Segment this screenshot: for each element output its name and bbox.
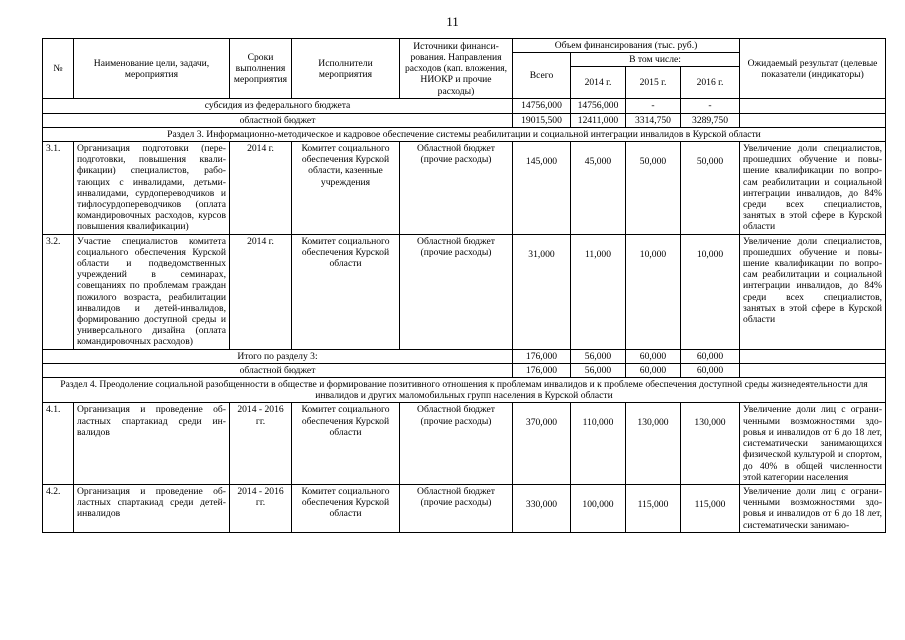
summary-2015: 3314,750 xyxy=(626,113,681,127)
row-2014: 45,000 xyxy=(571,142,626,235)
summary-empty xyxy=(740,99,886,113)
row-result: Увеличение доли специалистов, прошедших обучение и повышение квалификации по вопросам реабилитации и социальной интеграции инвалидов, до 84% среди всех специалистов, занятых в этой сфере в Курской области xyxy=(740,234,886,349)
row-2014: 110,000 xyxy=(571,403,626,484)
section-total-empty xyxy=(740,349,886,363)
row-total: 330,000 xyxy=(513,484,571,532)
section-total-2015: 60,000 xyxy=(626,349,681,363)
row-name: Организация и проведение областных спартакиад среди детей-инвалидов xyxy=(74,484,230,532)
row-2014: 11,000 xyxy=(571,234,626,349)
row-no: 4.2. xyxy=(43,484,74,532)
table-row xyxy=(43,403,886,484)
row-2016: 50,000 xyxy=(681,142,740,235)
header-volume: Объем финансирования (тыс. руб.) xyxy=(513,39,740,53)
summary-federal-row xyxy=(43,99,886,113)
section-3-oblast-row xyxy=(43,363,886,377)
row-terms: 2014 - 2016 гг. xyxy=(230,403,292,484)
row-2014: 100,000 xyxy=(571,484,626,532)
row-2016: 10,000 xyxy=(681,234,740,349)
header-executors: Исполнители мероприятия xyxy=(292,39,400,99)
row-terms: 2014 - 2016 гг. xyxy=(230,484,292,532)
summary-label: областной бюджет xyxy=(43,113,513,127)
summary-2016: - xyxy=(681,99,740,113)
header-sources: Источники финансирования. Направления расходов (кап. вложения, НИОКР и прочие расходы) xyxy=(400,39,513,99)
row-terms: 2014 г. xyxy=(230,234,292,349)
header-name: Наименование цели, задачи, мероприятия xyxy=(74,39,230,99)
section-3-total-row xyxy=(43,349,886,363)
row-executors: Комитет социального обеспечения Курской области xyxy=(292,484,400,532)
table-row xyxy=(43,234,886,349)
section-4-title-row xyxy=(43,378,886,403)
row-total: 145,000 xyxy=(513,142,571,235)
row-name: Организация подготовки (переподготовки, повышения квалификации) специалистов, работающих с инвалидами, детьми-инвалидами, сурдопереводчиков и тифлосурдопереводчиков (оплата командировочных расходов, курсов повышения квалификации) xyxy=(74,142,230,235)
row-name: Участие специалистов комитета социального обеспечения Курской области и подведомственных учреждений в семинарах, совещаниях по проблемам граждан пожилого возраста, реабилитации инвалидов и детей-инвалидов, формированию доступной среды и универсального дизайна (оплата командировочных расходов) xyxy=(74,234,230,349)
section-oblast-label: областной бюджет xyxy=(43,363,513,377)
header-terms: Сроки выполнения мероприятия xyxy=(230,39,292,99)
section-total-label: Итого по разделу 3: xyxy=(43,349,513,363)
summary-2016: 3289,750 xyxy=(681,113,740,127)
row-no: 3.2. xyxy=(43,234,74,349)
header-row-1 xyxy=(43,39,886,53)
header-no: № xyxy=(43,39,74,99)
row-sources: Областной бюджет (прочие расходы) xyxy=(400,142,513,235)
page-number: 11 xyxy=(446,14,459,29)
row-no: 4.1. xyxy=(43,403,74,484)
header-total: Всего xyxy=(513,53,571,99)
section-oblast-total: 176,000 xyxy=(513,363,571,377)
section-3-title-row xyxy=(43,127,886,141)
section-total-2014: 56,000 xyxy=(571,349,626,363)
row-name: Организация и проведение областных спартакиад среди инвалидов xyxy=(74,403,230,484)
row-total: 370,000 xyxy=(513,403,571,484)
row-total: 31,000 xyxy=(513,234,571,349)
section-total-2016: 60,000 xyxy=(681,349,740,363)
summary-total: 19015,500 xyxy=(513,113,571,127)
row-executors: Комитет социального обеспечения Курской области xyxy=(292,234,400,349)
section-title: Раздел 3. Информационно-методическое и кадровое обеспечение системы реабилитации и социальной интеграции инвалидов в Курской области xyxy=(43,127,886,141)
header-2015: 2015 г. xyxy=(626,67,681,99)
row-result: Увеличение доли лиц с ограниченными возможностями здоровья и инвалидов от 6 до 18 лет, систематически занимающихся физической культурой и спортом, до 40% в общей численности этой категории населения xyxy=(740,403,886,484)
table-row xyxy=(43,142,886,235)
summary-2014: 14756,000 xyxy=(571,99,626,113)
row-result: Увеличение доли специалистов, прошедших обучение и повышение квалификации по вопросам реабилитации и социальной интеграции инвалидов, до 84% среди всех специалистов, занятых в этой сфере в Курской области xyxy=(740,142,886,235)
table-row xyxy=(43,484,886,532)
row-executors: Комитет социального обеспечения Курской области, казенные учреждения xyxy=(292,142,400,235)
row-2015: 10,000 xyxy=(626,234,681,349)
summary-empty xyxy=(740,113,886,127)
row-2016: 130,000 xyxy=(681,403,740,484)
row-2015: 115,000 xyxy=(626,484,681,532)
header-2016: 2016 г. xyxy=(681,67,740,99)
summary-total: 14756,000 xyxy=(513,99,571,113)
row-2015: 50,000 xyxy=(626,142,681,235)
row-sources: Областной бюджет (прочие расходы) xyxy=(400,484,513,532)
summary-oblast-row xyxy=(43,113,886,127)
row-sources: Областной бюджет (прочие расходы) xyxy=(400,403,513,484)
summary-2015: - xyxy=(626,99,681,113)
row-2016: 115,000 xyxy=(681,484,740,532)
section-oblast-2016: 60,000 xyxy=(681,363,740,377)
row-terms: 2014 г. xyxy=(230,142,292,235)
header-2014: 2014 г. xyxy=(571,67,626,99)
section-oblast-2015: 60,000 xyxy=(626,363,681,377)
financing-table xyxy=(42,38,886,533)
section-total: 176,000 xyxy=(513,349,571,363)
summary-label: субсидия из федерального бюджета xyxy=(43,99,513,113)
row-2015: 130,000 xyxy=(626,403,681,484)
row-no: 3.1. xyxy=(43,142,74,235)
row-result: Увеличение доли лиц с ограниченными возможностями здоровья и инвалидов от 6 до 18 лет, систематически занимаю- xyxy=(740,484,886,532)
row-sources: Областной бюджет (прочие расходы) xyxy=(400,234,513,349)
section-oblast-empty xyxy=(740,363,886,377)
header-including: В том числе: xyxy=(571,53,740,67)
section-oblast-2014: 56,000 xyxy=(571,363,626,377)
section-title: Раздел 4. Преодоление социальной разобщенности в обществе и формирование позитивного отношения к проблемам инвалидов и к проблеме обеспечения доступной среды жизнедеятельности для инвалидов и других маломобильных групп населения в Курской области xyxy=(43,378,886,403)
summary-2014: 12411,000 xyxy=(571,113,626,127)
header-result: Ожидаемый результат (целевые показатели (индикаторы) xyxy=(740,39,886,99)
row-executors: Комитет социального обеспечения Курской области xyxy=(292,403,400,484)
